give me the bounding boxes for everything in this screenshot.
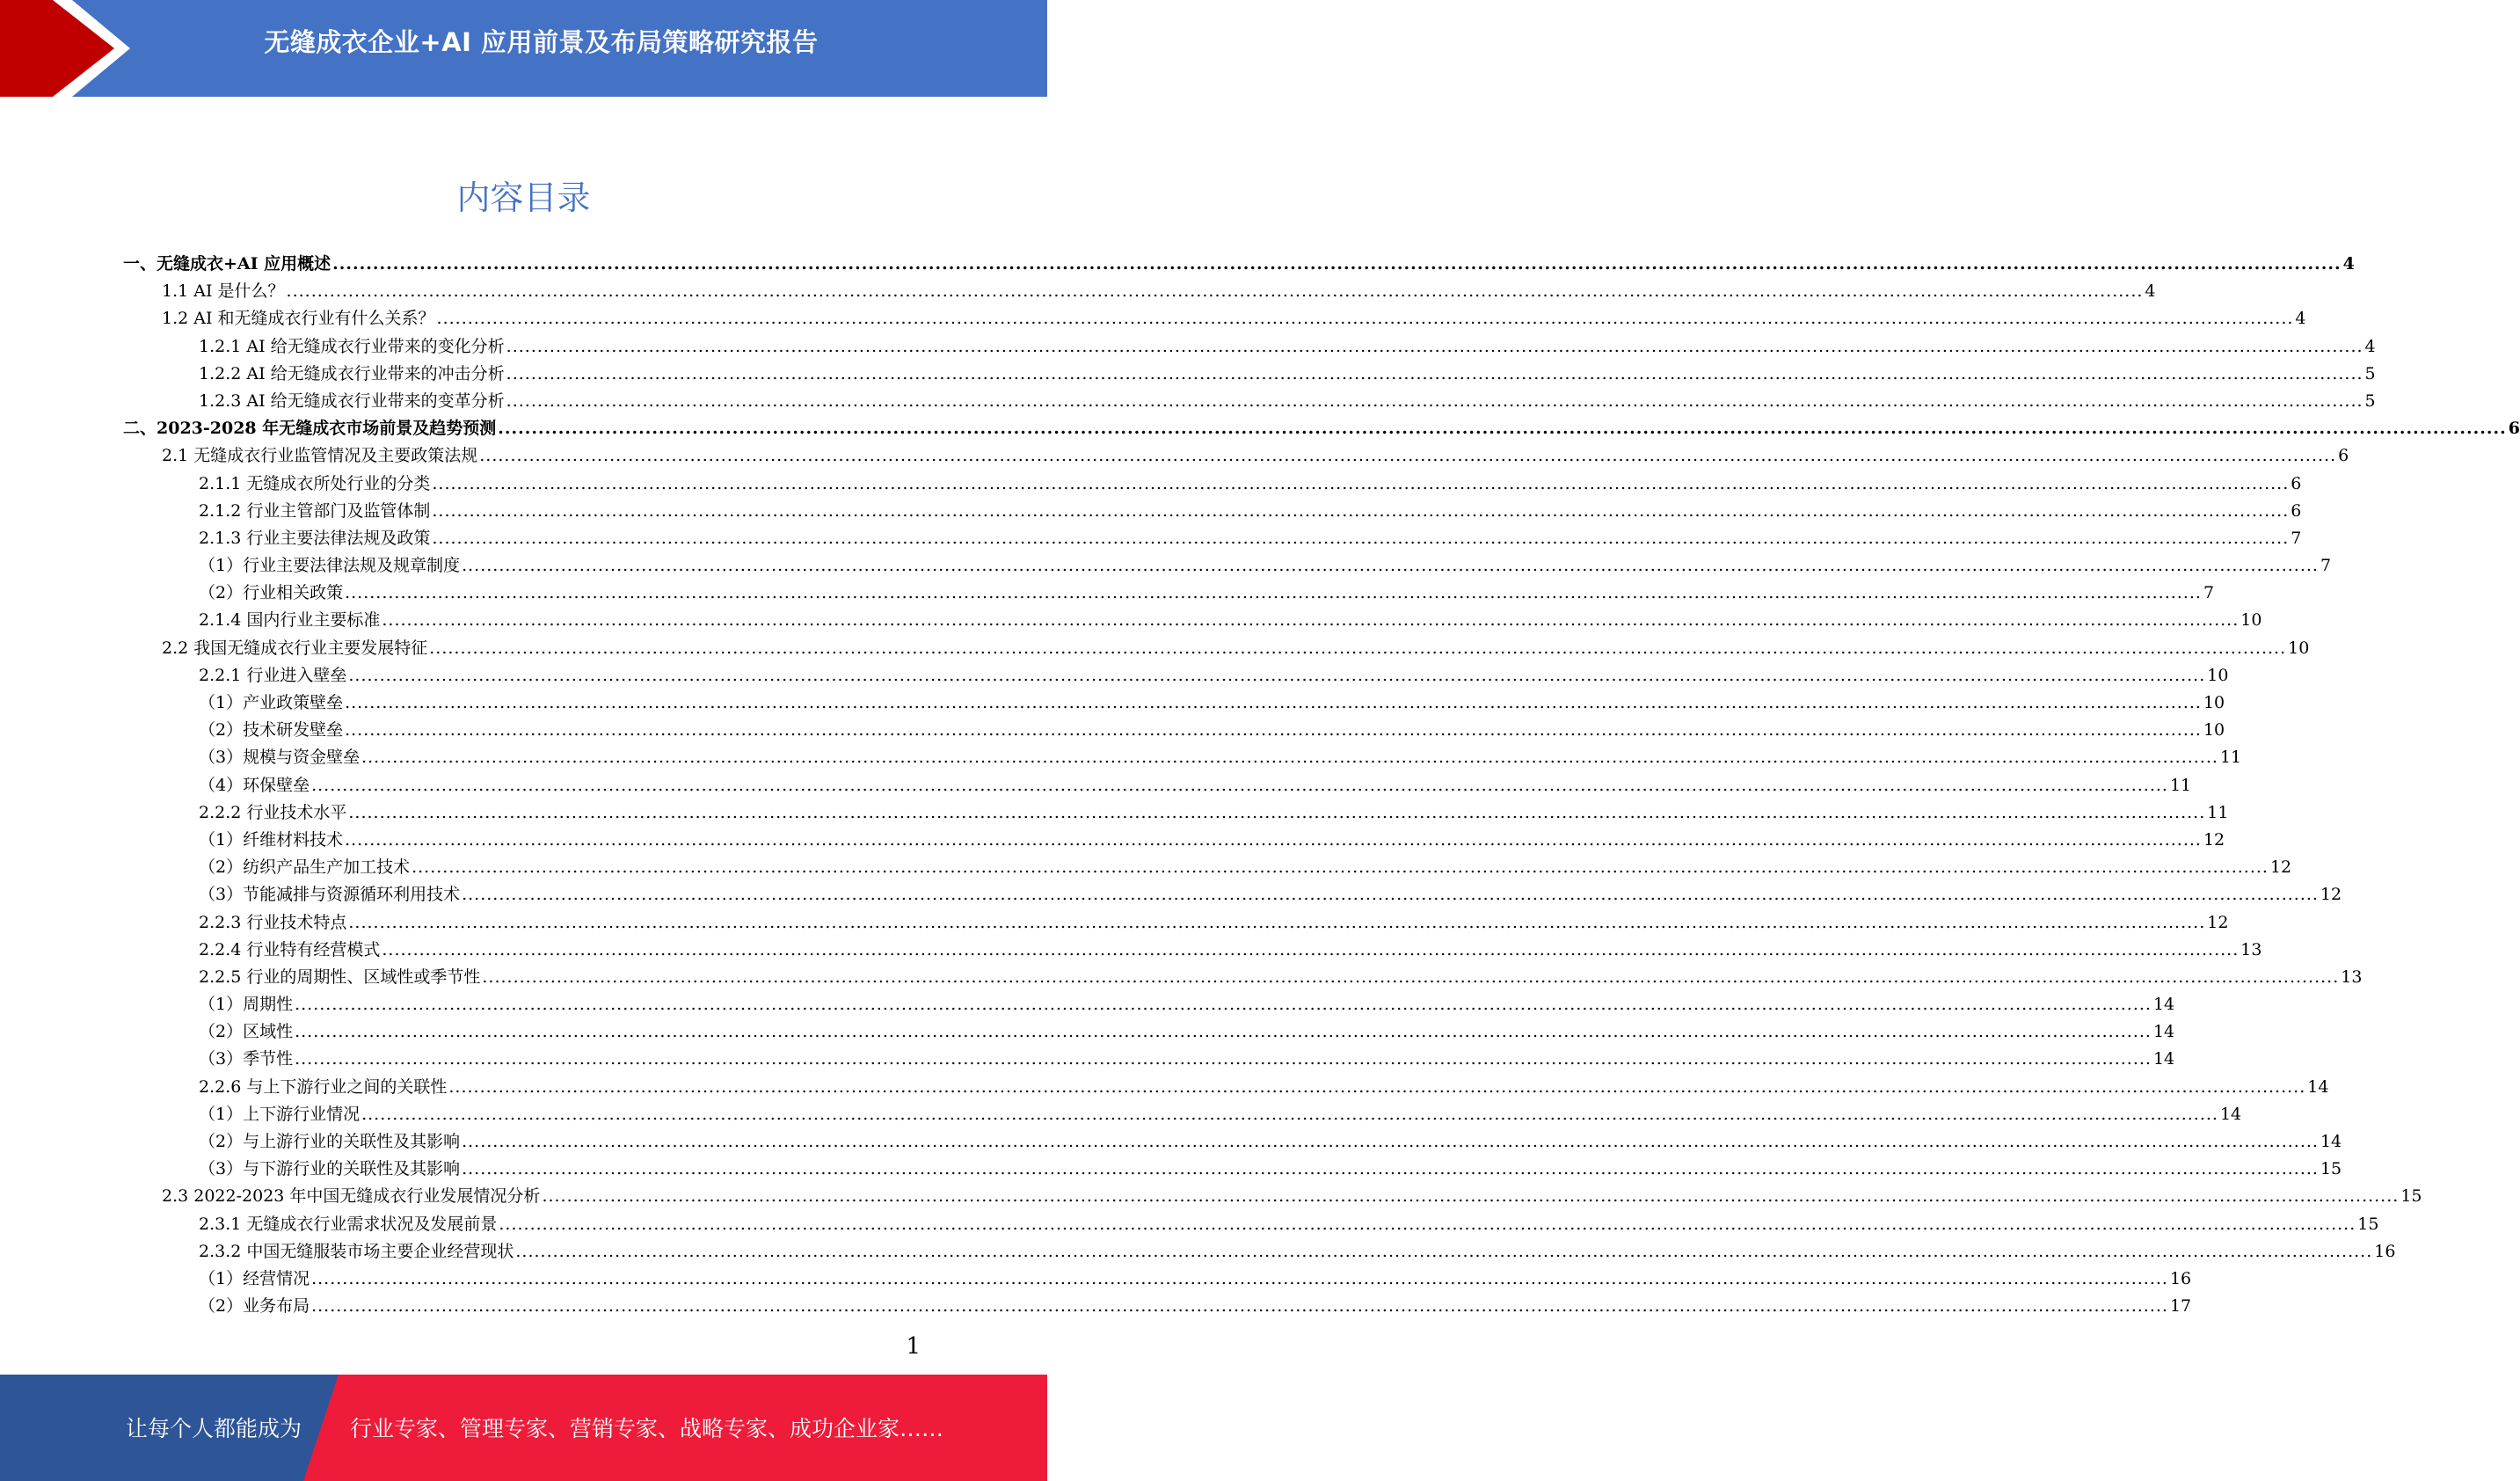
toc-entry[interactable] [123,909,2229,937]
toc-leader-dots: ............................................................................................................................................................................................................................................................................................................ [482,967,2340,987]
toc-entry[interactable] [123,964,2363,991]
toc-entry-text: 2.3 2022-2023 年中国无缝成衣行业发展情况分析 [162,1186,541,1207]
toc-entry[interactable] [123,471,2302,498]
toc-leader-dots: ............................................................................................................................................................................................................................................................................................................ [311,1296,2168,1317]
toc-entry[interactable] [123,881,2342,908]
toc-leader-dots: ............................................................................................................................................................................................................................................................................................................ [348,665,2206,685]
toc-entry-text: 2.2.4 行业特有经营模式 [199,939,381,959]
toc-entry-page: 11 [2219,748,2242,768]
toc-leader-dots: ............................................................................................................................................................................................................................................................................................................ [429,638,2287,658]
toc-entry-text: （3）季节性 [199,1049,294,1069]
toc-leader-dots: ............................................................................................................................................................................................................................................................................................................ [345,693,2202,712]
toc-leader-dots: ............................................................................................................................................................................................................................................................................................................ [345,583,2202,603]
toc-entry-page: 11 [2169,775,2192,795]
toc-entry-text: 2.1.3 行业主要法律法规及政策 [199,528,431,548]
toc-leader-dots: ............................................................................................................................................................................................................................................................................................................ [506,336,2363,356]
toc-entry-page: 4 [2342,254,2355,274]
toc-entry-page: 5 [2364,390,2376,411]
toc-entry[interactable] [123,1211,2379,1238]
toc-entry[interactable] [123,827,2225,854]
toc-entry[interactable] [123,1266,2192,1293]
toc-leader-dots: ............................................................................................................................................................................................................................................................................................................ [462,885,2319,905]
toc-entry-page: 6 [2291,500,2302,521]
toc-leader-dots: ............................................................................................................................................................................................................................................................................................................ [542,1186,2400,1207]
toc-leader-dots: ............................................................................................................................................................................................................................................................................................................ [311,1268,2168,1288]
toc-leader-dots: ............................................................................................................................................................................................................................................................................................................ [382,610,2240,631]
toc-entry-text: （2）纺织产品生产加工技术 [199,857,411,878]
toc-entry-text: 1.2.3 AI 给无缝成衣行业带来的变革分析 [199,390,505,411]
toc-entry[interactable] [123,388,2376,415]
toc-entry-page: 6 [2338,446,2349,466]
toc-leader-dots: ............................................................................................................................................................................................................................................................................................................ [448,1076,2306,1097]
report-title: 无缝成衣企业+AI 应用前景及布局策略研究报告 [264,27,819,57]
toc-entry[interactable] [123,1128,2342,1156]
toc-entry-text: （3）与下游行业的关联性及其影响 [199,1159,461,1179]
toc-entry-text: 二、2023-2028 年无缝成衣市场前景及趋势预测 [123,419,497,439]
toc-entry-page: 4 [2364,336,2376,356]
toc-leader-dots: ............................................................................................................................................................................................................................................................................................................ [295,1022,2152,1042]
toc-entry-page: 11 [2207,802,2229,822]
toc-leader-dots: ............................................................................................................................................................................................................................................................................................................ [311,775,2168,795]
toc-entry[interactable] [123,1046,2175,1073]
toc-leader-dots: ............................................................................................................................................................................................................................................................................................................ [345,720,2202,740]
toc-leader-dots: ............................................................................................................................................................................................................................................................................................................ [432,528,2290,548]
toc-entry-text: 1.2 AI 和无缝成衣行业有什么关系？ [162,309,435,329]
toc-entry-page: 12 [2207,912,2229,932]
toc-leader-dots: ............................................................................................................................................................................................................................................................................................................ [436,309,2294,329]
toc-entry-text: 2.1.2 行业主管部门及监管体制 [199,500,431,521]
toc-entry-text: 2.2 我国无缝成衣行业主要发展特征 [162,638,428,658]
toc-entry-page: 14 [2152,995,2175,1015]
toc-entry-text: （3）规模与资金壁垒 [199,748,361,768]
toc-entry-page: 6 [2508,419,2520,439]
toc-entry-text: （1）纤维材料技术 [199,829,344,850]
toc-entry-page: 12 [2320,885,2342,905]
toc-entry-page: 10 [2288,638,2310,658]
toc-entry[interactable] [123,1074,2329,1101]
toc-entry-text: （1）产业政策壁垒 [199,693,344,712]
toc-leader-dots: ............................................................................................................................................................................................................................................................................................................ [295,1049,2152,1069]
toc-leader-dots: ............................................................................................................................................................................................................................................................................................................ [462,556,2319,576]
toc-entry-page: 6 [2291,473,2302,493]
toc-entry[interactable] [123,662,2229,689]
toc-entry[interactable] [123,498,2302,525]
toc-entry-text: （1）上下游行业情况 [199,1104,361,1124]
toc-entry[interactable] [123,937,2262,964]
toc-entry[interactable] [123,1156,2342,1183]
toc-leader-dots: ............................................................................................................................................................................................................................................................................................................ [332,254,2342,274]
page-footer [0,1375,1047,1481]
toc-leader-dots: ............................................................................................................................................................................................................................................................................................................ [348,912,2206,932]
toc-leader-dots: ............................................................................................................................................................................................................................................................................................................ [345,829,2202,850]
toc-leader-dots: ............................................................................................................................................................................................................................................................................................................ [361,748,2218,768]
toc-entry-text: （2）区域性 [199,1022,294,1042]
toc-entry[interactable] [123,525,2302,552]
toc-entry-page: 15 [2357,1214,2379,1234]
toc-entry-text: 2.1 无缝成衣行业监管情况及主要政策法规 [162,446,478,466]
toc-entry-page: 13 [2240,939,2262,959]
page-number: 1 [906,1333,921,1360]
toc-entry[interactable] [123,854,2292,881]
toc-entry[interactable] [123,1101,2242,1128]
toc-entry-text: 2.3.1 无缝成衣行业需求状况及发展前景 [199,1214,498,1234]
toc-leader-dots: ............................................................................................................................................................................................................................................................................................................ [499,1214,2356,1234]
toc-entry-text: 1.1 AI 是什么？ [162,281,285,302]
toc-entry[interactable] [123,1183,2422,1210]
toc-entry-text: 2.2.5 行业的周期性、区域性或季节性 [199,967,481,987]
toc-entry-page: 7 [2203,583,2215,603]
toc-leader-dots: ............................................................................................................................................................................................................................................................................................................ [295,995,2152,1015]
toc-leader-dots: ............................................................................................................................................................................................................................................................................................................ [462,1132,2319,1151]
toc-entry-text: （2）技术研发壁垒 [199,720,344,740]
toc-entry-page: 13 [2341,967,2363,987]
toc-entry-text: （1）行业主要法律法规及规章制度 [199,556,461,576]
table-of-contents [123,251,2520,1320]
toc-entry-page: 14 [2219,1104,2242,1124]
toc-entry[interactable] [123,607,2262,634]
toc-leader-dots: ............................................................................................................................................................................................................................................................................................................ [515,1241,2373,1261]
toc-entry[interactable] [123,991,2175,1018]
toc-leader-dots: ............................................................................................................................................................................................................................................................................................................ [432,500,2290,521]
toc-entry-text: （1）经营情况 [199,1268,310,1288]
toc-entry[interactable] [123,305,2306,332]
toc-entry-text: 2.2.3 行业技术特点 [199,912,347,932]
toc-leader-dots: ............................................................................................................................................................................................................................................................................................................ [286,281,2144,302]
toc-leader-dots: ............................................................................................................................................................................................................................................................................................................ [506,363,2363,383]
toc-entry[interactable] [123,772,2192,799]
toc-entry[interactable] [123,744,2242,771]
toc-entry[interactable] [123,278,2156,305]
toc-entry-text: （3）节能减排与资源循环利用技术 [199,885,461,905]
toc-entry-text: 1.2.1 AI 给无缝成衣行业带来的变化分析 [199,336,505,356]
page-header [0,0,1047,97]
toc-leader-dots: ............................................................................................................................................................................................................................................................................................................ [462,1159,2319,1179]
toc-entry-text: 2.3.2 中国无缝服装市场主要企业经营现状 [199,1241,514,1261]
toc-entry-text: （2）与上游行业的关联性及其影响 [199,1132,461,1151]
footer-slogan-right: 行业专家、管理专家、营销专家、战略专家、成功企业家…… [350,1416,944,1441]
toc-entry-page: 10 [2240,610,2262,631]
toc-entry-page: 7 [2291,528,2302,548]
toc-leader-dots: ............................................................................................................................................................................................................................................................................................................ [479,446,2337,466]
toc-entry[interactable] [123,552,2332,580]
toc-entry[interactable] [123,799,2229,827]
toc-heading: 内容目录 [456,179,591,217]
toc-leader-dots: ............................................................................................................................................................................................................................................................................................................ [506,390,2363,411]
toc-entry-page: 15 [2400,1186,2422,1207]
toc-entry-page: 14 [2152,1049,2175,1069]
toc-entry-page: 16 [2374,1241,2396,1261]
toc-leader-dots: ............................................................................................................................................................................................................................................................................................................ [348,802,2206,822]
toc-entry[interactable] [123,1018,2175,1046]
toc-leader-dots: ............................................................................................................................................................................................................................................................................................................ [382,939,2240,959]
toc-entry-page: 12 [2269,857,2292,878]
toc-entry-page: 16 [2169,1268,2192,1288]
toc-entry-text: （4）环保壁垒 [199,775,310,795]
toc-entry-page: 14 [2320,1132,2342,1151]
toc-entry-page: 12 [2203,829,2225,850]
toc-entry-text: 2.2.2 行业技术水平 [199,802,347,822]
toc-entry-text: 一、无缝成衣+AI 应用概述 [123,254,331,274]
toc-entry[interactable] [123,635,2310,662]
toc-entry[interactable] [123,717,2225,744]
footer-slogan-left: 让每个人都能成为 [126,1416,302,1441]
toc-entry-text: （2）行业相关政策 [199,583,344,603]
toc-entry[interactable] [123,442,2349,470]
toc-entry[interactable] [123,415,2520,442]
toc-leader-dots: ............................................................................................................................................................................................................................................................................................................ [498,419,2507,439]
toc-entry-text: （1）周期性 [199,995,294,1015]
toc-entry-text: 2.1.1 无缝成衣所处行业的分类 [199,473,431,493]
toc-entry[interactable] [123,1293,2192,1320]
toc-entry[interactable] [123,1238,2396,1266]
toc-entry-page: 10 [2207,665,2229,685]
toc-entry[interactable] [123,361,2376,388]
toc-entry-page: 14 [2152,1022,2175,1042]
toc-entry[interactable] [123,333,2376,361]
toc-entry[interactable] [123,580,2215,607]
toc-leader-dots: ............................................................................................................................................................................................................................................................................................................ [432,473,2290,493]
toc-entry-text: 1.2.2 AI 给无缝成衣行业带来的冲击分析 [199,363,505,383]
toc-entry-page: 10 [2203,693,2225,712]
toc-leader-dots: ............................................................................................................................................................................................................................................................................................................ [412,857,2269,878]
toc-entry-page: 4 [2295,309,2306,329]
toc-entry-page: 5 [2364,363,2376,383]
toc-entry-page: 4 [2145,281,2156,302]
toc-entry-page: 7 [2320,556,2332,576]
toc-entry-page: 10 [2203,720,2225,740]
toc-entry[interactable] [123,689,2225,717]
toc-entry-text: （2）业务布局 [199,1296,310,1317]
toc-entry-page: 15 [2320,1159,2342,1179]
toc-entry-page: 14 [2307,1076,2329,1097]
toc-leader-dots: ............................................................................................................................................................................................................................................................................................................ [361,1104,2218,1124]
toc-entry-page: 17 [2169,1296,2192,1317]
toc-entry-text: 2.2.1 行业进入壁垒 [199,665,347,685]
toc-entry-text: 2.2.6 与上下游行业之间的关联性 [199,1076,448,1097]
toc-entry-text: 2.1.4 国内行业主要标准 [199,610,381,631]
toc-entry[interactable] [123,251,2355,278]
